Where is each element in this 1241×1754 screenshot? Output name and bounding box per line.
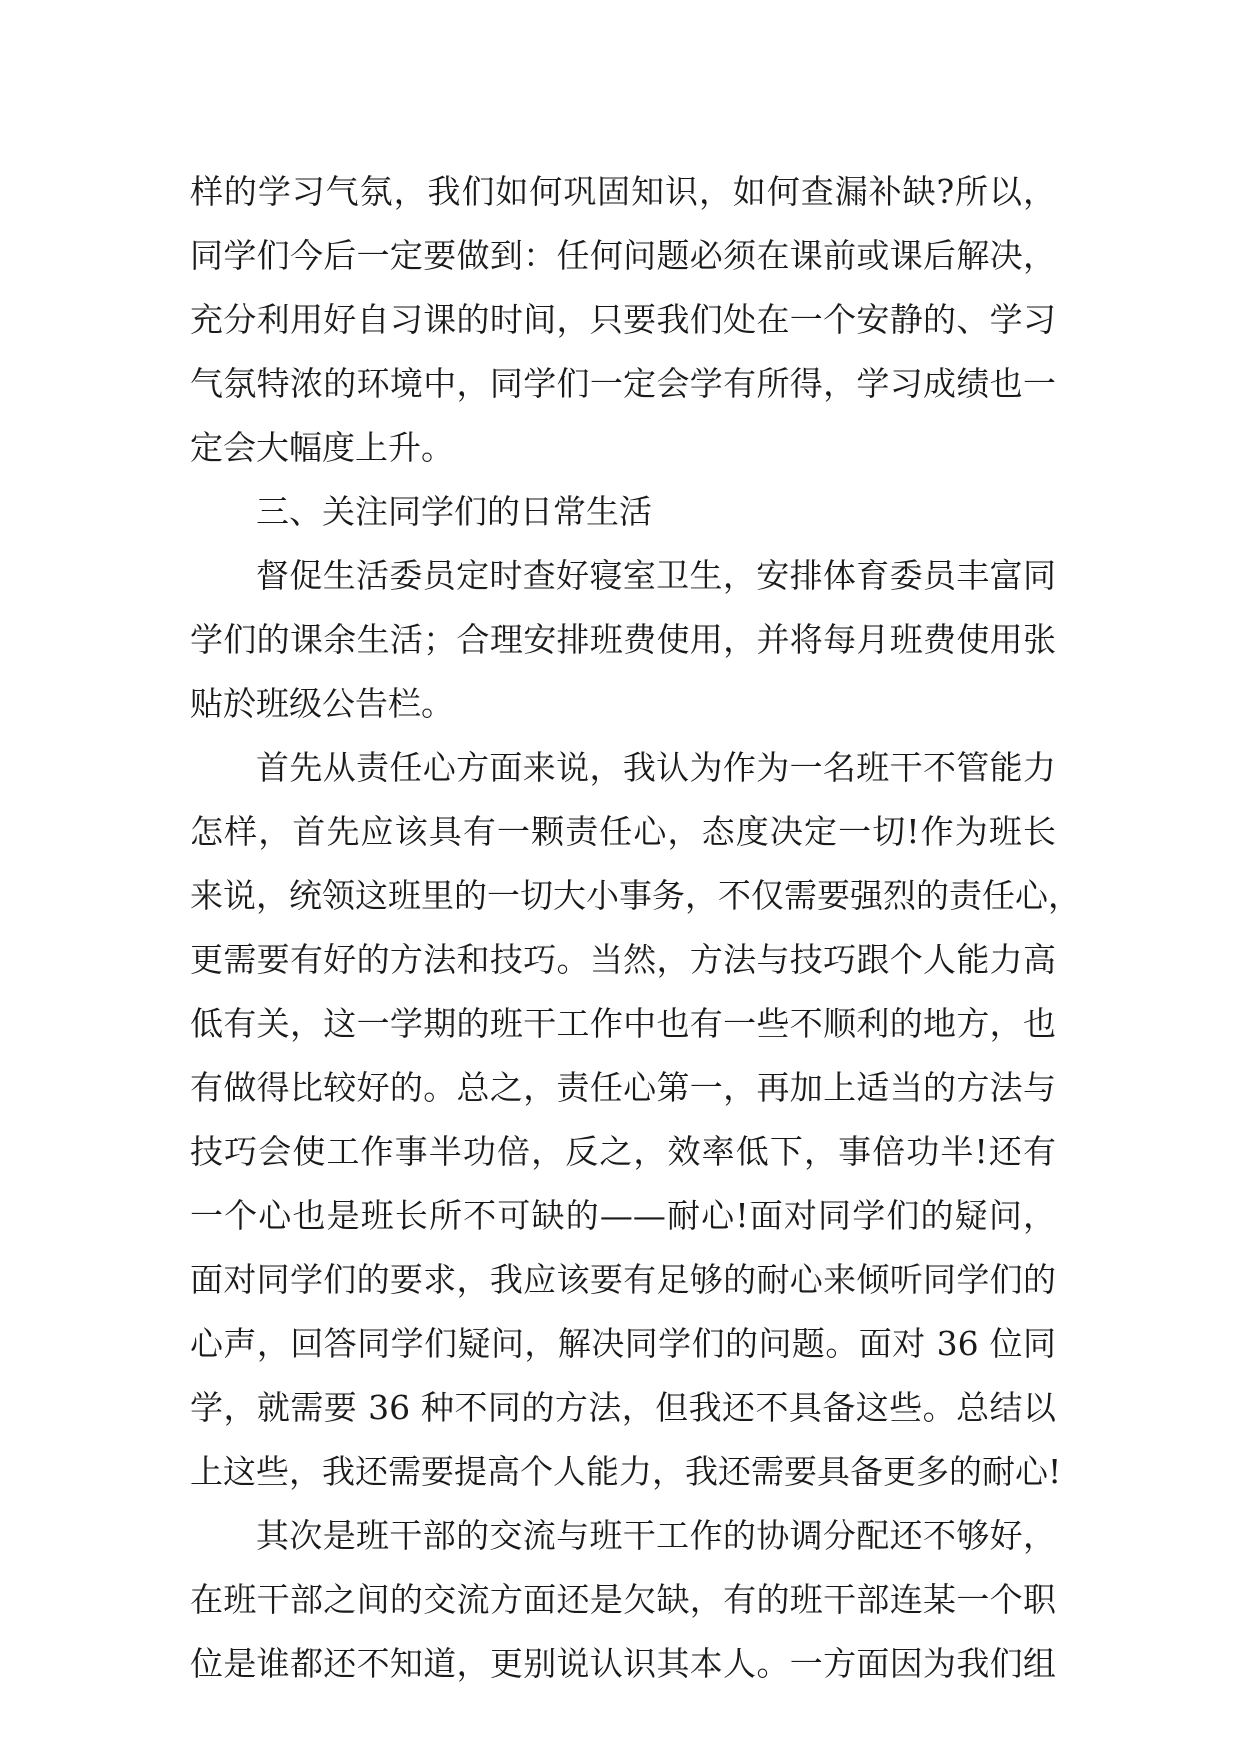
text-line: 面对同学们的要求，我应该要有足够的耐心来倾听同学们的 [190, 1260, 1056, 1299]
text-line: 位是谁都还不知道，更别说认识其本人。一方面因为我们组 [190, 1644, 1056, 1683]
text-line: 首先从责任心方面来说，我认为作为一名班干不管能力 [256, 748, 1056, 787]
text-line: 样的学习气氛，我们如何巩固知识，如何查漏补缺?所以， [190, 172, 1056, 211]
text-line: 其次是班干部的交流与班干工作的协调分配还不够好， [256, 1516, 1056, 1555]
text-line: 学们的课余生活；合理安排班费使用，并将每月班费使用张 [190, 620, 1056, 659]
document-body [190, 160, 1081, 1696]
text-line: 心声，回答同学们疑问，解决同学们的问题。面对 36 位同 [190, 1324, 1056, 1363]
text-line: 来说，统领这班里的一切大小事务，不仅需要强烈的责任心， [190, 876, 1081, 915]
text-line: 学，就需要 36 种不同的方法，但我还不具备这些。总结以 [190, 1388, 1056, 1427]
text-line: 定会大幅度上升。 [190, 428, 454, 467]
text-line: 督促生活委员定时查好寝室卫生，安排体育委员丰富同 [256, 556, 1056, 595]
text-line: 怎样，首先应该具有一颗责任心，态度决定一切!作为班长 [190, 812, 1056, 851]
text-line: 同学们今后一定要做到：任何问题必须在课前或课后解决， [190, 236, 1056, 275]
text-line: 在班干部之间的交流方面还是欠缺，有的班干部连某一个职 [190, 1580, 1056, 1619]
text-line: 一个心也是班长所不可缺的——耐心!面对同学们的疑问， [190, 1196, 1056, 1235]
text-line: 贴於班级公告栏。 [190, 684, 454, 723]
text-line: 有做得比较好的。总之，责任心第一，再加上适当的方法与 [190, 1068, 1056, 1107]
text-line: 更需要有好的方法和技巧。当然，方法与技巧跟个人能力高 [190, 940, 1056, 979]
text-line: 充分利用好自习课的时间，只要我们处在一个安静的、学习 [190, 300, 1056, 339]
text-line: 上这些，我还需要提高个人能力，我还需要具备更多的耐心! [190, 1452, 1062, 1491]
text-line: 技巧会使工作事半功倍，反之，效率低下，事倍功半!还有 [190, 1132, 1056, 1171]
text-line: 气氛特浓的环境中，同学们一定会学有所得，学习成绩也一 [190, 364, 1056, 403]
text-line: 三、关注同学们的日常生活 [256, 492, 652, 531]
text-line: 低有关，这一学期的班干工作中也有一些不顺利的地方，也 [190, 1004, 1056, 1043]
